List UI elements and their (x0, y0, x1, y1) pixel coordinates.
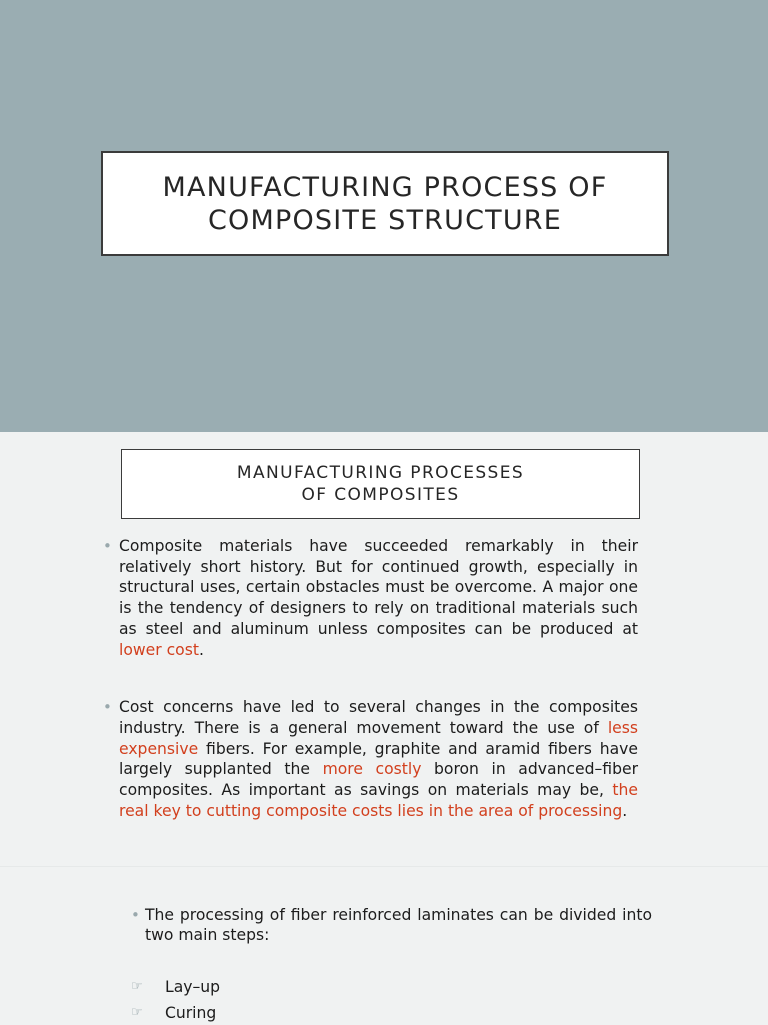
title-slide (0, 0, 768, 432)
title-line-1: MANUFACTURING PROCESS OF (162, 171, 608, 203)
bullet-end: . (622, 801, 628, 820)
bullet-text: Composite materials have succeeded remarkably in their relatively short history. But for continued growth, especially in structural uses, certain obstacles must be overcome. A major one is the tendency of designers to rely on traditional materials such as steel and aluminum unless composites can be produced at (119, 537, 638, 638)
highlight-text: less expensive (119, 718, 638, 758)
bullet-item (131, 905, 652, 945)
heading-line-1: MANUFACTURING PROCESSES (236, 463, 525, 483)
bullet-text: The processing of fiber reinforced laminates can be divided into two main steps: (145, 906, 652, 944)
bullet-text: fibers. For example, graphite and aramid fibers have largely supplanted the (119, 739, 638, 779)
title-box (101, 151, 669, 256)
highlight-text: more costly (322, 760, 422, 779)
step-item (131, 977, 220, 997)
step-item (131, 1003, 216, 1023)
bullet-list (103, 536, 638, 821)
heading-line-2: OF COMPOSITES (301, 485, 460, 505)
step-label: Curing (165, 1004, 217, 1022)
bullet-item (103, 536, 638, 660)
steps-slide (0, 866, 768, 1025)
step-label: Lay–up (165, 978, 221, 996)
slide-title (163, 171, 608, 237)
content-slide (0, 432, 768, 866)
bullet-item (103, 697, 638, 821)
title-line-2: COMPOSITE STRUCTURE (207, 204, 563, 236)
bullet-dot-icon: • (103, 698, 112, 717)
bullet-dot-icon: • (103, 537, 112, 555)
bullet-dot-icon: • (131, 906, 140, 924)
bullet-text: boron in advanced–fiber composites. As important as savings on materials may be, (119, 760, 638, 800)
bullet-end: . (198, 640, 204, 659)
highlight-text: the real key to cutting composite costs lies in the area of processing (119, 781, 638, 820)
heading-box (121, 449, 640, 519)
bullet-text: Cost concerns have led to several changes in the composites industry. There is a general movement toward the use of (119, 698, 638, 737)
pointing-hand-icon: ☞ (131, 979, 143, 994)
slide-heading (237, 462, 524, 506)
highlight-text: lower cost (119, 640, 199, 659)
pointing-hand-icon: ☞ (131, 1005, 143, 1020)
